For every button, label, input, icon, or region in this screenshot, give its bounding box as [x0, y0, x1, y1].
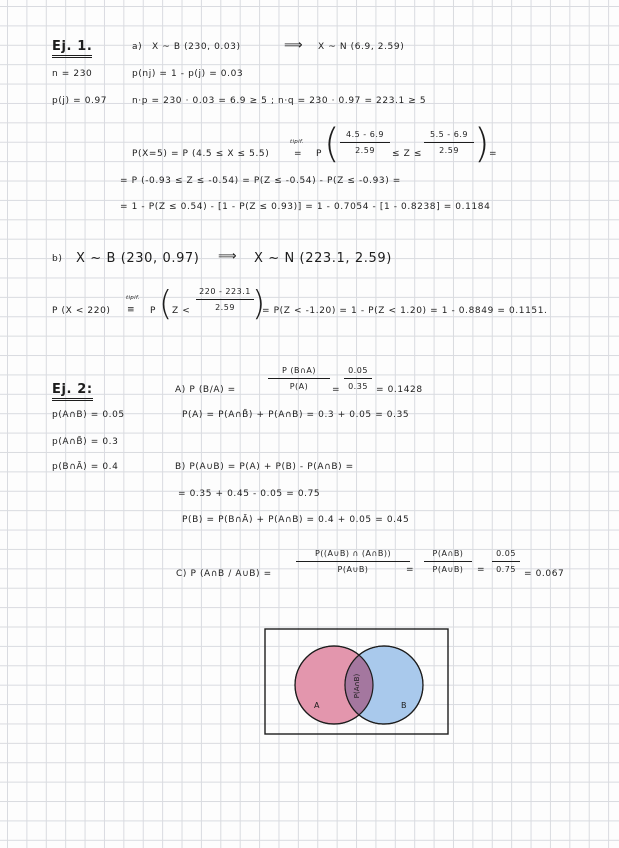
- venn-label-b: B: [401, 701, 407, 710]
- ex1-b-tipif-note: tipif.: [126, 295, 141, 301]
- ex1-b-left: P (X < 220): [52, 306, 111, 316]
- ex1-frac1-num: 4.5 - 6.9: [340, 131, 390, 143]
- ex1-pj: p(j) = 0.97: [52, 96, 108, 106]
- ex2-C-frac2: [424, 550, 472, 574]
- left-paren-icon: (: [324, 121, 340, 167]
- ex2-C-frac2-den: P(A∪B): [432, 565, 464, 574]
- implies-arrow-icon: ⟹: [284, 38, 304, 53]
- ex1-eq-tipif: =: [294, 149, 303, 159]
- ex1-pnj: p(nj) = 1 - p(j) = 0.03: [132, 69, 244, 79]
- ex1-line2: = P (-0.93 ≤ Z ≤ -0.54) = P(Z ≤ -0.54) - P(Z ≤ -0.93) =: [120, 176, 401, 186]
- ex2-C-frac1: [296, 550, 410, 574]
- ex2-PB: P(B) = P(B∩Ā) + P(A∩B) = 0.4 + 0.05 = 0.45: [182, 515, 410, 525]
- ex1-b-eqeq: ≡: [127, 305, 135, 315]
- ex1-frac2: [424, 131, 474, 155]
- ex2-C-frac3-num: 0.05: [492, 550, 520, 562]
- ex2-A-frac2-num: 0.05: [344, 367, 372, 379]
- ex2-A-frac1-num: P (B∩A): [268, 367, 330, 379]
- ex2-A-eq1: =: [332, 385, 341, 395]
- ex2-C-frac2-num: P(A∩B): [424, 550, 472, 562]
- ex2-title: Ej. 2:: [52, 383, 93, 396]
- ex2-PA: P(A) = P(A∩B̄) + P(A∩B) = 0.3 + 0.05 = 0.35: [182, 410, 410, 420]
- ex1-tipif-note: tipif.: [290, 139, 305, 145]
- implies-arrow-icon-2: ⟹: [218, 249, 238, 264]
- ex2-C-result: = 0.067: [524, 569, 565, 579]
- left-paren-icon-2: (: [159, 284, 173, 324]
- ex2-C-frac1-num: P((A∪B) ∩ (A∩B)): [296, 550, 410, 562]
- ex1-px5-left: P(X=5) = P (4.5 ≤ X ≤ 5.5): [132, 149, 270, 159]
- ex1-frac1-den: 2.59: [355, 146, 375, 155]
- ex1-b-frac-num: 220 - 223.1: [196, 288, 254, 300]
- ex1-b-binomial: X ~ B (230, 0.97): [76, 251, 200, 266]
- ex1-np-check: n·p = 230 · 0.03 = 6.9 ≥ 5 ; n·q = 230 · 0.97 = 223.1 ≥ 5: [132, 96, 427, 106]
- ex1-b-label: b): [52, 254, 63, 264]
- ex2-C-frac3-den: 0.75: [496, 565, 516, 574]
- ex1-title: Ej. 1.: [52, 40, 92, 53]
- ex1-frac2-den: 2.59: [439, 146, 459, 155]
- ex1-b-frac-den: 2.59: [215, 303, 235, 312]
- ex2-given-3: p(B∩Ā) = 0.4: [52, 462, 119, 472]
- venn-diagram: [264, 628, 450, 736]
- ex2-A-label: A) P (B/A) =: [175, 385, 236, 395]
- ex1-a-label: a): [132, 42, 143, 52]
- ex1-a-binomial: X ~ B (230, 0.03): [152, 42, 241, 52]
- ex2-C-frac1-den: P(A∪B): [337, 565, 369, 574]
- ex1-b-z: Z <: [172, 306, 191, 316]
- venn-label-intersection: P(A∩B): [353, 673, 361, 699]
- ex1-frac1: [340, 131, 390, 155]
- ex2-given-2: p(A∩B̄) = 0.3: [52, 437, 119, 447]
- ex2-C-label: C) P (A∩B / A∪B) =: [176, 569, 272, 579]
- ex2-A-frac2: [344, 367, 372, 391]
- ex2-B-line2: = 0.35 + 0.45 - 0.05 = 0.75: [178, 489, 321, 499]
- ex1-b-p-symbol: P: [150, 306, 157, 316]
- ex2-A-frac2-den: 0.35: [348, 382, 368, 391]
- ex2-given-1: p(A∩B) = 0.05: [52, 410, 125, 420]
- ex1-b-normal: X ~ N (223.1, 2.59): [254, 251, 392, 266]
- right-paren-icon: ): [474, 121, 490, 167]
- ex2-C-eq2: =: [477, 565, 486, 575]
- ex2-C-frac3: [492, 550, 520, 574]
- ex2-A-result: = 0.1428: [376, 385, 423, 395]
- ex2-A-frac1-den: P(A): [289, 382, 309, 391]
- ex2-A-frac1: [268, 367, 330, 391]
- venn-label-a: A: [314, 701, 320, 710]
- ex1-n: n = 230: [52, 69, 93, 79]
- ex2-C-eq1: =: [406, 565, 415, 575]
- ex1-b-frac: [196, 288, 254, 312]
- right-paren-icon-2: ): [252, 284, 266, 324]
- ex1-p-symbol: P: [316, 149, 323, 159]
- ex1-frac2-num: 5.5 - 6.9: [424, 131, 474, 143]
- ex1-line3: = 1 - P(Z ≤ 0.54) - [1 - P(Z ≤ 0.93)] = 1 - 0.7054 - [1 - 0.8238] = 0.1184: [120, 202, 491, 212]
- ex1-a-normal: X ~ N (6.9, 2.59): [318, 42, 405, 52]
- ex1-z-mid: ≤ Z ≤: [392, 149, 422, 159]
- ex1-b-right: = P(Z < -1.20) = 1 - P(Z < 1.20) = 1 - 0.8849 = 0.1151.: [262, 306, 548, 316]
- ex1-trail-eq: =: [489, 149, 498, 159]
- ex2-B-line1: B) P(A∪B) = P(A) + P(B) - P(A∩B) =: [175, 462, 354, 472]
